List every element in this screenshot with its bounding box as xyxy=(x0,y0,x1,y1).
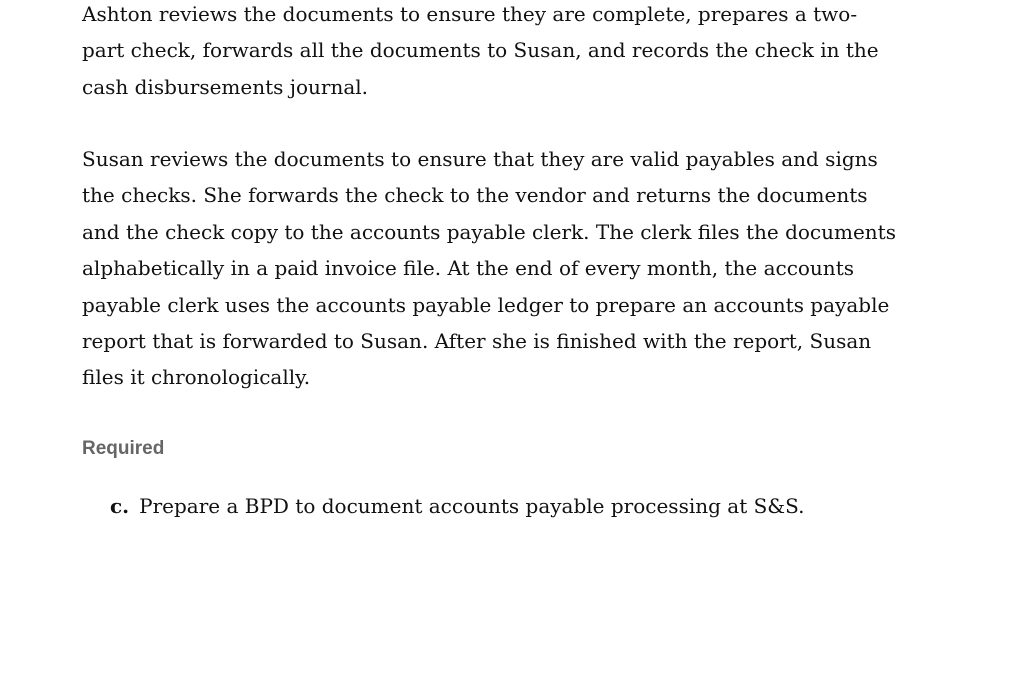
text-line: Ashton reviews the documents to ensure they are complete, prepares a two- xyxy=(82,2,858,26)
required-item-text: Prepare a BPD to document accounts payable processing at S&S. xyxy=(139,494,805,518)
text-line: payable clerk uses the accounts payable ledger to prepare an accounts payable xyxy=(82,292,890,317)
text-line: cash disbursements journal. xyxy=(82,74,369,99)
text-line: files it chronologically. xyxy=(82,365,311,390)
text-line: and the check copy to the accounts payable clerk. The clerk files the documents xyxy=(82,219,896,244)
text-line: the checks. She forwards the check to the vendor and returns the documents xyxy=(82,183,868,208)
required-item-c xyxy=(110,494,804,518)
paragraph-ashton xyxy=(82,0,879,105)
required-heading: Required xyxy=(82,438,165,459)
paragraph-susan xyxy=(82,141,896,396)
text-line: report that is forwarded to Susan. After she is finished with the report, Susan xyxy=(82,329,872,354)
required-item-label: c. xyxy=(110,494,130,518)
text-line: alphabetically in a paid invoice file. At the end of every month, the accounts xyxy=(82,256,854,281)
text-line: part check, forwards all the documents to Susan, and records the check in the xyxy=(82,38,879,63)
text-line: Susan reviews the documents to ensure that they are valid payables and signs xyxy=(82,147,878,171)
